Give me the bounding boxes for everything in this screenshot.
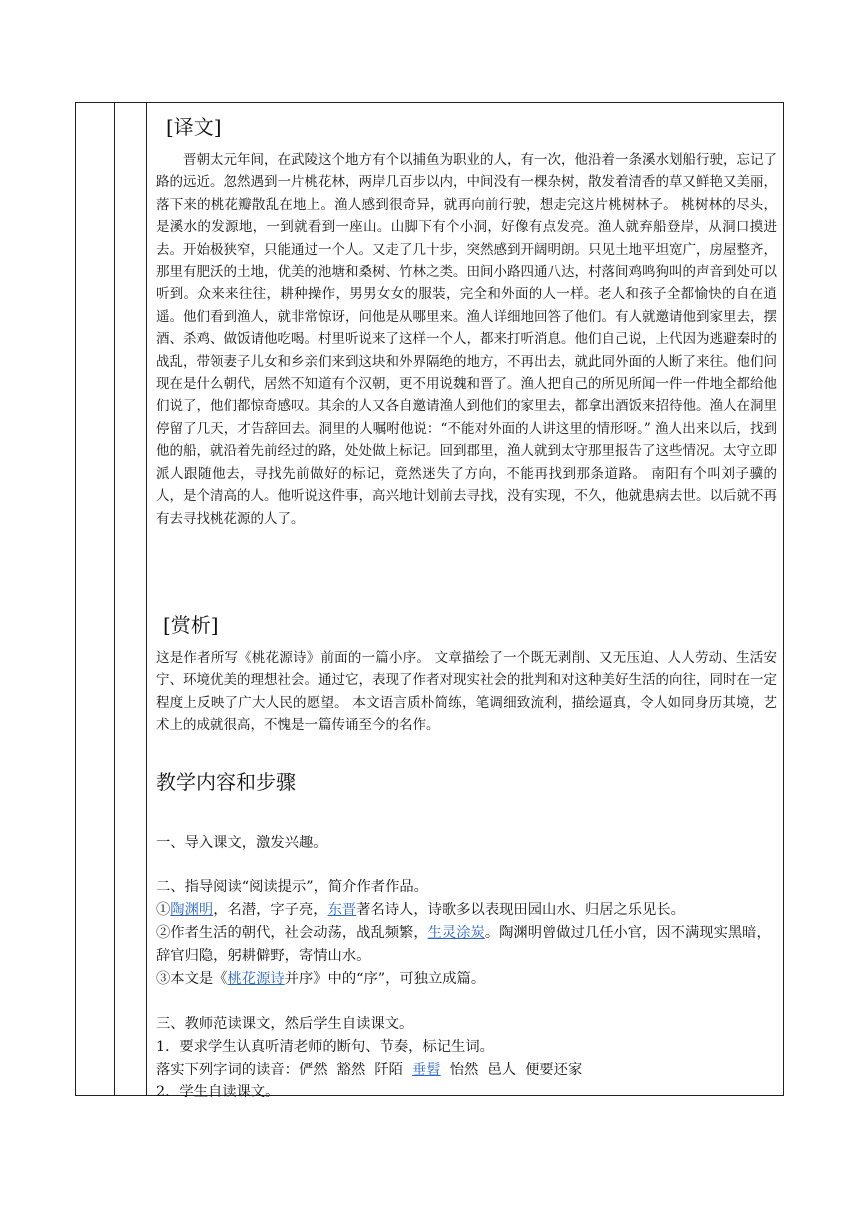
era-item-suffix: 。陶渊明曾做过几任小官，因不满现实黑暗，辞官归隐，躬耕僻野，寄情山水。: [156, 925, 771, 964]
appreciation-paragraph: 这是作者所写《桃花源诗》前面的一篇小序。 文章描绘了一个既无剥削、又无压迫、人人劳动、生活安宁、环境优美的理想社会。通过它，表现了作者对现实社会的批判和对这种美好生活的向往，同时在一定程度上反映了广大人民的愿望。 本文语言质朴简练，笔调细致流利，描绘逼真，令人如同身历其境，艺术上的成就很高，不愧是一篇传诵至今的名作。: [156, 650, 777, 734]
step-model-reading: 三、教师范读课文，然后学生自读课文。: [156, 1016, 414, 1032]
author-item-mid: ，名潜，字子亮，: [213, 902, 328, 918]
tao-yuanming-link[interactable]: 陶渊明: [170, 902, 214, 918]
chui-tiao-link[interactable]: 垂髫: [412, 1062, 441, 1078]
sub-step-self-read: 2．学生自读课文。: [156, 1084, 280, 1100]
appreciation-heading: [赏析]: [163, 613, 219, 637]
teaching-title: 教学内容和步骤: [156, 770, 296, 794]
era-item-prefix: ②作者生活的朝代，社会动荡，战乱频繁，: [156, 925, 428, 941]
preface-item-prefix: ③本文是《: [156, 971, 228, 987]
translation-paragraph: 晋朝太元年间，在武陵这个地方有个以捕鱼为职业的人，有一次，他沿着一条溪水划船行驶，忘记了路的远近。忽然遇到一片桃花林，两岸几百步以内，中间没有一棵杂树，散发着清香的草又鲜艳又美丽，落下来的桃花瓣散乱在地上。渔人感到很奇异，就再向前行驶，想走完这片桃树林子。 桃树林的尽头，是溪水的发源地，一到就看到一座山。山脚下有个小洞，好像有点发亮。渔人就弃船登岸，从洞口摸进去。开始极狭窄，只能通过一个人。又走了几十步，突然感到开阔明朗。只见土地平坦宽广，房屋整齐，那里有肥沃的土地，优美的池塘和桑树、竹林之类。田间小路四通八达，村落间鸡鸣狗叫的声音到处可以听到。众来来往往，耕种操作，男男女女的服装，完全和外面的人一样。老人和孩子全都愉快的自在逍遥。他们看到渔人，就非常惊讶，问他是从哪里来。渔人详细地回答了他们。有人就邀请他到家里去，摆酒、杀鸡、做饭请他吃喝。村里听说来了这样一个人，都来打听消息。他们自己说，上代因为逃避秦时的战乱，带领妻子儿女和乡亲们来到这块和外界隔绝的地方，不再出去，就此同外面的人断了来往。他们问现在是什么朝代，居然不知道有个汉朝，更不用说魏和晋了。渔人把自己的所见所闻一件一件地全都给他们说了，他们都惊奇感叹。其余的人又各自邀请渔人到他们的家里去，都拿出酒饭来招待他。渔人在洞里停留了几天，才告辞回去。洞里的人嘱咐他说：“不能对外面的人讲这里的情形呀。” 渔人出来以后，找到他的船，就沿着先前经过的路，处处做上标记。回到郡里，渔人就到太守那里报告了这些情况。太守立即派人跟随他去，寻找先前做好的标记，竟然迷失了方向，不能再找到那条道路。 南阳有个叫刘子骥的人，是个清高的人。他听说这件事，高兴地计划前去寻找，没有实现，不久，他就患病去世。以后就不再有去寻找桃花源的人了。: [156, 152, 777, 527]
translation-heading: [译文]: [166, 115, 222, 139]
author-item-prefix: ①: [156, 902, 171, 918]
vocab-suffix: 怡然 邑人 便要还家: [440, 1062, 583, 1078]
table-column-divider: [146, 103, 147, 1095]
step-import: 一、导入课文，激发兴趣。: [156, 835, 328, 851]
lesson-table: [75, 102, 784, 1100]
vocab-prefix: 落实下列字词的读音：俨然 豁然 阡陌: [156, 1062, 413, 1078]
vocab-line: [156, 1059, 582, 1082]
step-guide-reading: 二、指导阅读“阅读提示”，简介作者作品。: [156, 879, 428, 895]
tao-hua-yuan-shi-link[interactable]: 桃花源诗: [227, 971, 285, 987]
preface-item-suffix: 并序》中的“序”，可独立成篇。: [284, 971, 486, 987]
dong-jin-link[interactable]: 东晋: [327, 902, 357, 918]
table-column-divider: [114, 103, 115, 1095]
author-item: [156, 899, 685, 922]
author-item-suffix: 著名诗人，诗歌多以表现田园山水、归居之乐见长。: [356, 902, 685, 918]
preface-item: [156, 968, 485, 991]
era-item: [156, 922, 778, 968]
sub-step-listen: 1．要求学生认真听清老师的断句、节奏，标记生词。: [156, 1039, 494, 1055]
sheng-ling-tu-tan-link[interactable]: 生灵涂炭: [427, 925, 485, 941]
